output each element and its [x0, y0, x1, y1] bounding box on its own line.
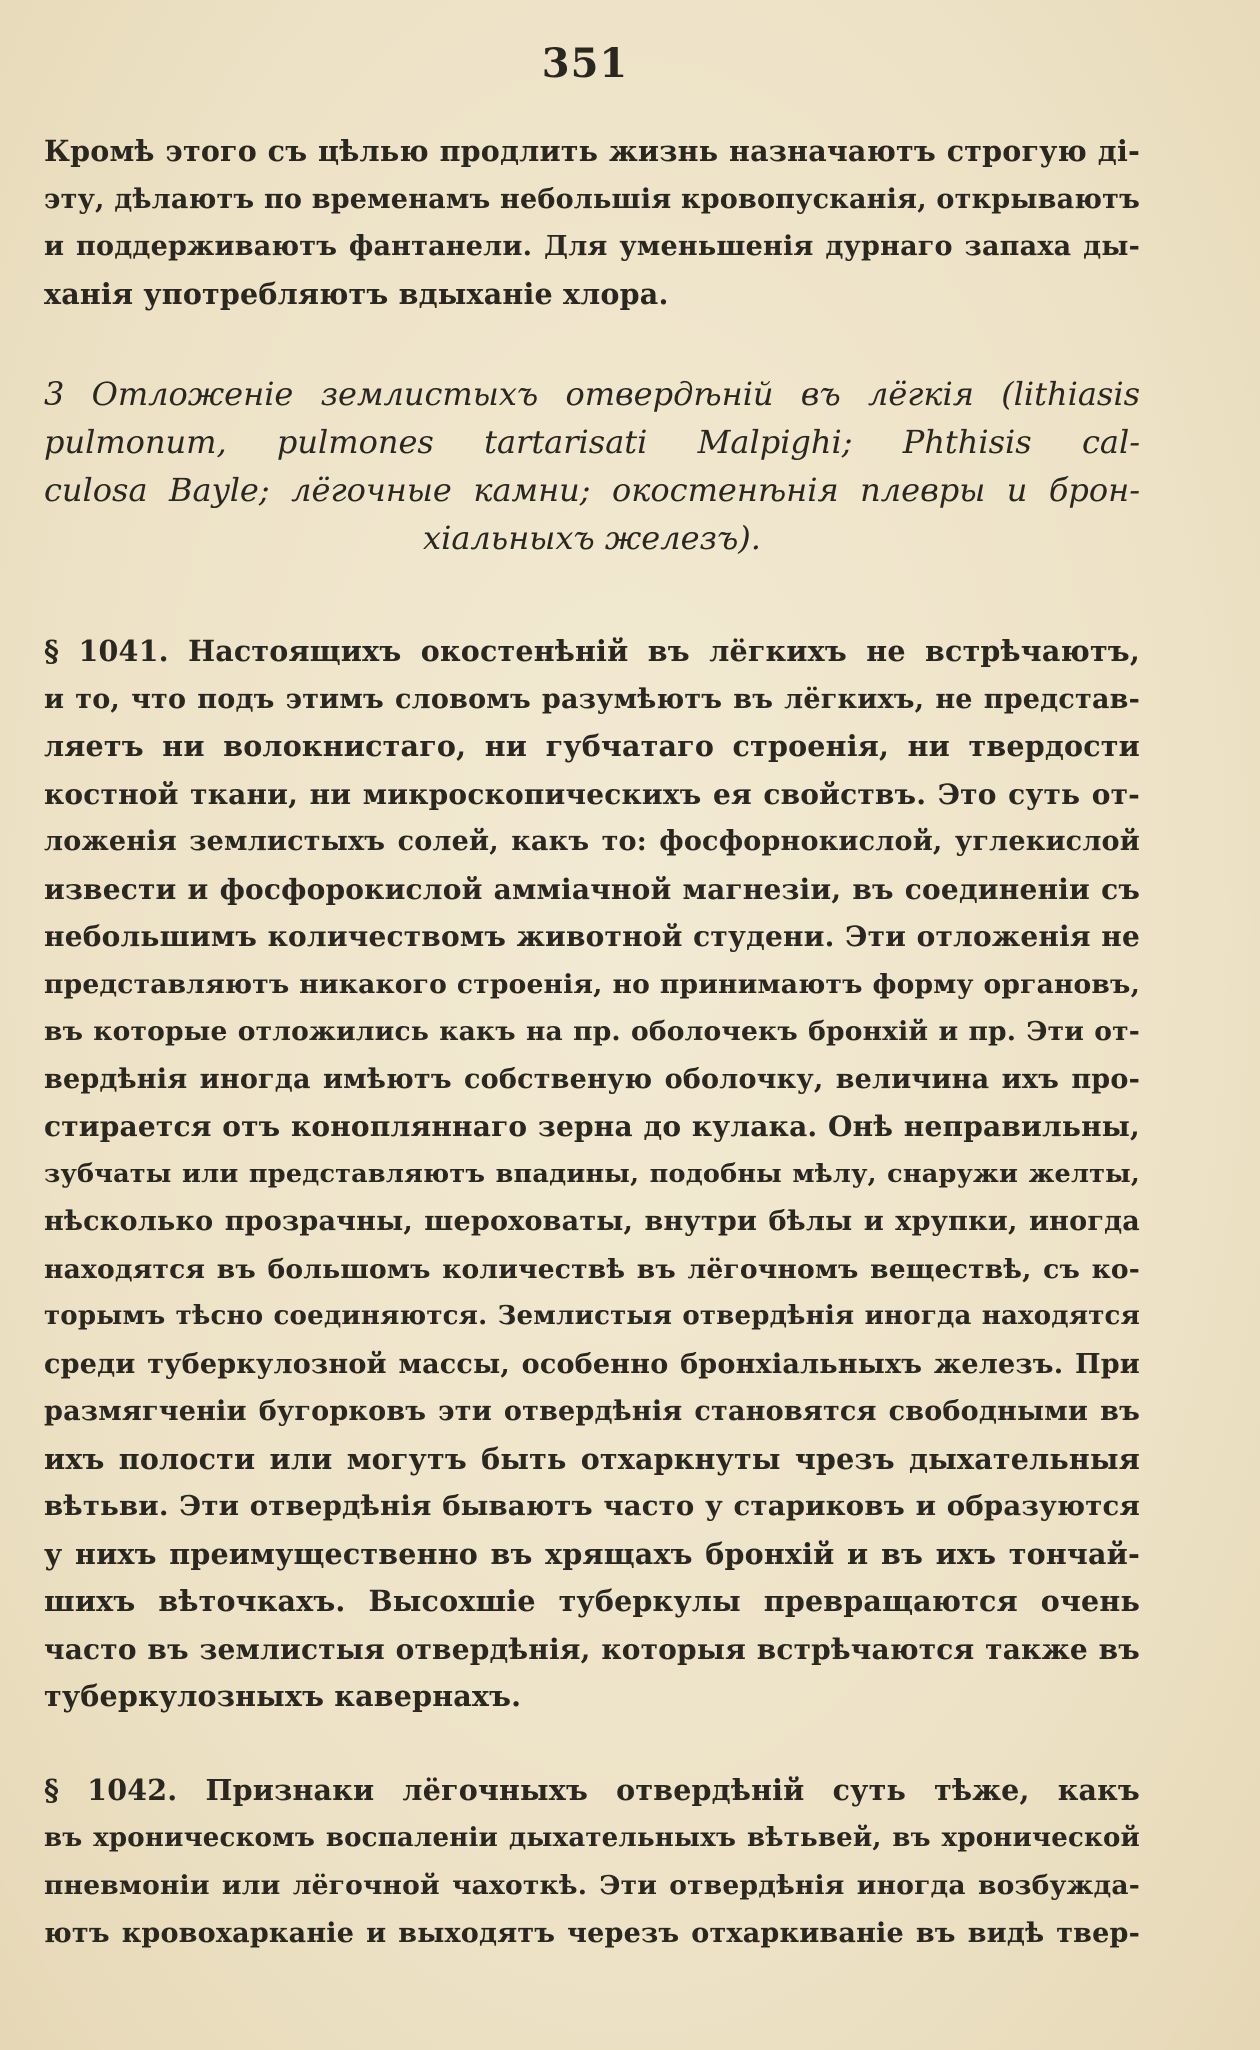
text-line: въ хроническомъ воспаленіи дыхательныхъ вѣтьвей, въ хронической	[44, 1822, 1140, 1853]
text-line: нѣсколько прозрачны, шероховаты, внутри бѣлы и хрупки, иногда	[44, 1206, 1140, 1237]
text-line: находятся въ большомъ количествѣ въ лёгочномъ веществѣ, съ ко-	[44, 1253, 1140, 1285]
text-line: ханія употребляютъ вдыханіе хлора.	[44, 276, 669, 311]
text-line: среди туберкулозной массы, особенно бронхіальныхъ железъ. При	[44, 1348, 1140, 1380]
text-line: ляетъ ни волокнистаго, ни губчатаго строенія, ни твердости	[44, 729, 1140, 763]
heading-line: 3 Отложеніе землистыхъ отвердѣній въ лёгкія (lithiasis	[44, 375, 1140, 413]
text-line: туберкулозныхъ кавернахъ.	[44, 1679, 522, 1713]
text-line: костной ткани, ни микроскопическихъ ея свойствъ. Это суть от-	[44, 777, 1140, 811]
heading-line: хіальныхъ железъ).	[423, 519, 761, 557]
text-line: ложенія землистыхъ солей, какъ то: фосфорнокислой, углекислой	[44, 826, 1140, 857]
text-line: § 1042. Признаки лёгочныхъ отвердѣній суть тѣже, какъ	[44, 1773, 1140, 1807]
text-line: размягченіи бугорковъ эти отвердѣнія становятся свободными въ	[44, 1396, 1140, 1427]
text-line: пневмоніи или лёгочной чахоткѣ. Эти отвердѣнія иногда возбужда-	[44, 1870, 1140, 1901]
text-line: Кромѣ этого съ цѣлью продлить жизнь назначаютъ строгую ді-	[44, 134, 1140, 168]
heading-line: pulmonum, pulmones tartarisati Malpighi; Phthisis cal-	[44, 423, 1140, 461]
text-line: вѣтьви. Эти отвердѣнія бываютъ часто у стариковъ и образуются	[44, 1490, 1140, 1522]
text-line: въ которые отложились какъ на пр. оболочекъ бронхій и пр. Эти от-	[44, 1016, 1140, 1047]
text-line: у нихъ преимущественно въ хрящахъ бронхій и въ ихъ тончай-	[44, 1536, 1140, 1571]
section-1042-paragraph	[44, 1767, 1140, 1957]
text-line: часто въ землистыя отвердѣнія, которыя встрѣчаются также въ	[44, 1632, 1140, 1666]
text-line: и то, что подъ этимъ словомъ разумѣютъ въ лёгкихъ, не представ-	[44, 683, 1140, 715]
section-heading	[44, 370, 1140, 562]
section-1041-paragraph	[44, 628, 1140, 1721]
page-number: 351	[541, 40, 629, 87]
text-line: вердѣнія иногда имѣютъ собственую оболочку, величина ихъ про-	[44, 1063, 1140, 1095]
text-line: и поддерживаютъ фантанели. Для уменьшенія дурнаго запаха ды-	[44, 231, 1140, 262]
text-line: шихъ вѣточкахъ. Высохшіе туберкулы превращаются очень	[44, 1584, 1140, 1618]
intro-paragraph	[44, 128, 1140, 318]
text-line: стирается отъ конопляннаго зерна до кулака. Онѣ неправильны,	[44, 1110, 1140, 1143]
text-line: § 1041. Настоящихъ окостенѣній въ лёгкихъ не встрѣчаютъ,	[44, 634, 1140, 668]
text-line: извести и фосфорокислой аммiачной магнезіи, въ соединеніи съ	[44, 872, 1140, 906]
text-line: представляютъ никакого строенія, но принимаютъ форму органовъ,	[44, 968, 1140, 1000]
text-line: небольшимъ количествомъ животной студени. Эти отложенія не	[44, 920, 1140, 953]
text-line: торымъ тѣсно соединяются. Землистыя отвердѣнія иногда находятся	[44, 1301, 1140, 1331]
text-line: зубчаты или представляютъ впадины, подобны мѣлу, снаружи желты,	[44, 1158, 1140, 1189]
text-line: эту, дѣлаютъ по временамъ небольшія кровопусканія, открываютъ	[44, 183, 1140, 215]
text-line: ютъ кровохарканіе и выходятъ черезъ отхаркиваніе въ видѣ твер-	[44, 1917, 1140, 1949]
text-line: ихъ полости или могутъ быть отхаркнуты чрезъ дыхательныя	[44, 1441, 1140, 1476]
heading-line: culosa Bayle; лёгочные камни; окостенѣнія плевры и брон-	[44, 471, 1140, 509]
